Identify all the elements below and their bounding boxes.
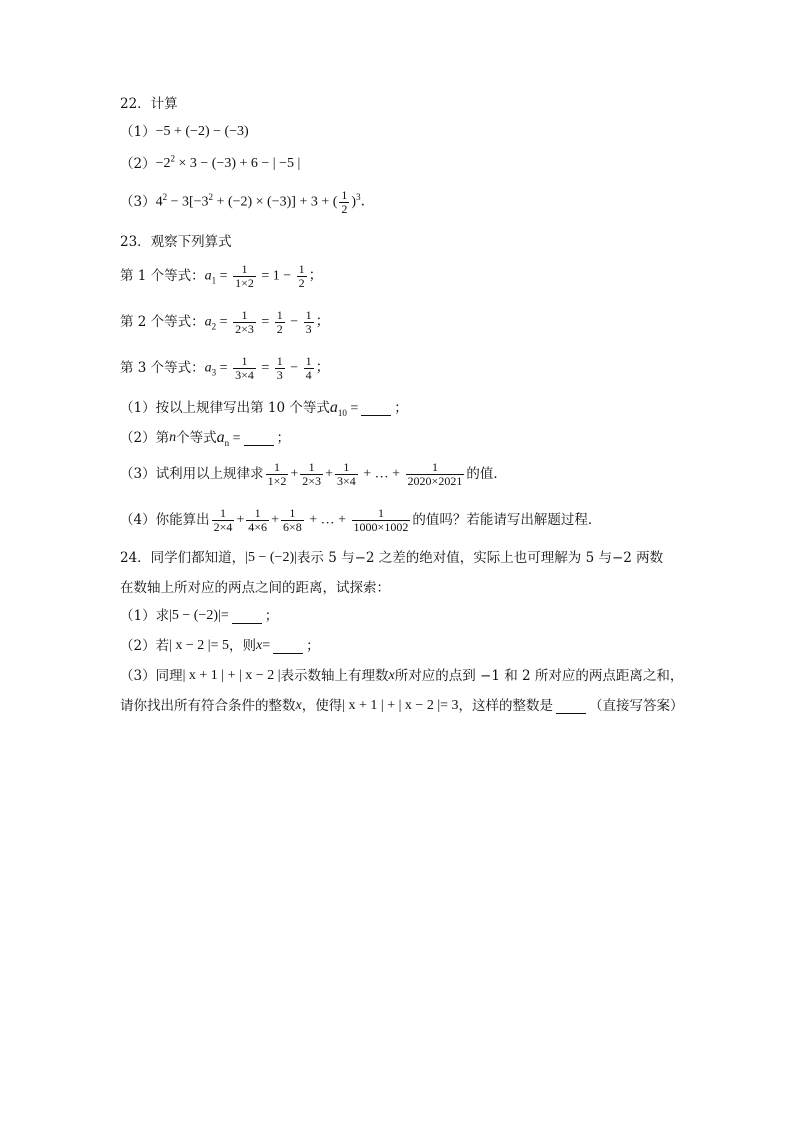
q22-p3-c: + (−2) × (−3)] + 3 + ( <box>213 194 338 210</box>
eq1-end: ； <box>308 268 323 284</box>
q22-p1-expr: −5 + (−2) − (−3) <box>155 124 249 139</box>
q24-p3-text: （3）同理 <box>120 668 183 684</box>
answer-blank[interactable] <box>556 699 586 714</box>
frac-den: 2 <box>341 201 348 216</box>
q23-eq2 <box>120 307 330 336</box>
eq3-expr <box>205 355 330 382</box>
q24-line1b: 表示 5 与−2 之差的绝对值，实际上也可理解为 5 与−2 两数 <box>296 550 664 566</box>
eq1-expr <box>205 263 323 290</box>
frac-den: 3×4 <box>336 473 356 488</box>
q22-p3-end: ． <box>360 194 375 210</box>
q24-p3b-x: x <box>295 698 302 713</box>
frac-num: 1 <box>377 505 384 520</box>
frac-num: 1 <box>343 459 350 474</box>
q23-p2-expr <box>217 426 241 451</box>
q22-part3 <box>120 187 375 216</box>
frac-num: 1 <box>254 505 261 520</box>
eq3-mid: = <box>257 360 273 376</box>
q23-p2-sub: n <box>224 437 230 448</box>
q24-p3b-text: 请你找出所有符合条件的整数 <box>120 698 296 714</box>
eq3-sub: 3 <box>211 367 217 378</box>
frac-den: 2×3 <box>235 321 254 336</box>
q24-p3-text3: 所对应的点到 −1 和 2 所对应的两点距离之和， <box>394 668 684 684</box>
q23-p4-text: （4）你能算出 <box>120 512 210 528</box>
q24-p3b-abs: | x + 1 | + | x − 2 |= 3 <box>342 698 459 713</box>
eq1-frac2 <box>297 263 307 290</box>
q24-line2-text: 在数轴上所对应的两点之间的距离，试探索： <box>120 580 390 596</box>
q22-p3-label: （3） <box>120 194 156 210</box>
frac-den: 3 <box>305 321 312 336</box>
q23-p3-series: $\frac{1}{1\times 2}$ + $\frac{1}{2\times 3}$ + $\frac{1}{3\times 4}$ + … + $\frac{1}{2020\times 2021}$ <box>267 459 463 488</box>
q22-p3-frac <box>339 189 349 216</box>
q24-p3-x: x <box>388 668 395 683</box>
eq1-var: a <box>204 268 212 284</box>
q23-part2 <box>120 426 290 450</box>
frac-num: 1 <box>431 459 438 474</box>
eq3-frac3 <box>304 355 314 382</box>
q23-p2-end: ； <box>276 430 290 446</box>
eq3-label: 第 3 个等式： <box>120 360 205 376</box>
q23-part3 <box>120 459 507 488</box>
q23-p2-text: （2）第 <box>120 430 170 446</box>
q22-title <box>120 92 178 116</box>
frac-num: 1 <box>241 261 248 276</box>
series-frac <box>266 461 289 488</box>
eq2-sub: 2 <box>211 321 217 332</box>
frac-num: 1 <box>289 505 296 520</box>
frac-num: 1 <box>241 353 248 368</box>
eq2-var: a <box>204 314 212 330</box>
q22-p1-label: （1） <box>120 124 156 140</box>
frac-den: 3 <box>276 367 283 382</box>
q23-p1-expr <box>330 396 358 421</box>
q23-p4-series: $\frac{1}{2\times 4}$ + $\frac{1}{4\times 6}$ + $\frac{1}{6\times 8}$ + … + $\frac{1}{1000\times 1002}$ <box>213 505 409 534</box>
q24-part2 <box>120 634 320 658</box>
q23-eq1 <box>120 261 323 290</box>
q24-p3-text2: 表示数轴上有理数 <box>280 668 389 684</box>
q22-p3-a-exp: 2 <box>162 191 168 202</box>
frac-den: 2 <box>298 275 305 290</box>
frac-den: 6×8 <box>282 519 302 534</box>
q24-p2-eq: = <box>262 638 271 653</box>
q23-p3-end: 的值． <box>466 466 507 482</box>
q23-eq3 <box>120 353 330 382</box>
frac-num: 1 <box>276 307 283 322</box>
q23-p1-sub: 10 <box>337 407 347 418</box>
q24-p2-mid: ，则 <box>229 638 256 654</box>
eq2-mid: = <box>257 314 273 330</box>
q22-part2 <box>120 152 300 176</box>
q23-title <box>120 230 232 254</box>
q23-p2-eq: = <box>229 430 241 446</box>
eq3-frac1 <box>233 355 256 382</box>
q24-p2-text: （2）若 <box>120 638 170 654</box>
frac-den: 2×4 <box>213 519 233 534</box>
frac-num: 1 <box>219 505 226 520</box>
frac-num: 1 <box>276 353 283 368</box>
series-frac <box>335 461 358 488</box>
q24-p2-abs: | x − 2 |= 5 <box>169 638 229 653</box>
frac-den: 4 <box>305 367 312 382</box>
q24-line1 <box>120 546 663 570</box>
q22-p2-label: （2） <box>120 156 156 172</box>
series-frac <box>352 507 411 534</box>
q24-p3b-text2: ，使得 <box>301 698 343 714</box>
frac-den: 4×6 <box>248 519 268 534</box>
q23-p1-eq: = <box>346 400 359 416</box>
frac-den: 1×2 <box>267 473 287 488</box>
eq3-end: ； <box>315 360 330 376</box>
frac-num: 1 <box>305 353 312 368</box>
q23-p1-text: （1）按以上规律写出第 10 个等式 <box>120 400 330 416</box>
frac-num: 1 <box>241 307 248 322</box>
answer-blank[interactable] <box>361 401 391 416</box>
frac-den: 2×3 <box>302 473 322 488</box>
frac-den: 3×4 <box>235 367 254 382</box>
series-frac <box>300 461 323 488</box>
eq1-label: 第 1 个等式： <box>120 268 205 284</box>
series-frac <box>281 507 304 534</box>
q22-p2-expr-b: × 3 − (−3) + 6 − | −5 | <box>175 156 301 171</box>
q24-p2-end: ； <box>306 638 320 654</box>
eq2-frac2 <box>275 309 285 336</box>
eq2-minus: − <box>286 314 302 330</box>
q24-part3 <box>120 664 683 688</box>
eq2-eq: = <box>216 314 232 330</box>
series-frac <box>212 507 235 534</box>
q22-title-text: 22．计算 <box>120 96 178 112</box>
frac-num: 1 <box>298 261 305 276</box>
q23-part4 <box>120 505 602 534</box>
eq2-frac3 <box>304 309 314 336</box>
eq2-label: 第 2 个等式： <box>120 314 205 330</box>
q24-abs1: |5 − (−2)| <box>245 550 297 565</box>
frac-num: 1 <box>273 459 280 474</box>
q22-p2-expr-a: −2 <box>155 156 171 171</box>
q24-p2-x: x <box>256 638 263 653</box>
q22-p3-b: − 3[−3 <box>167 194 209 210</box>
frac-num: 1 <box>305 307 312 322</box>
q23-p2-text2: 个等式 <box>176 430 217 446</box>
eq3-minus: − <box>286 360 302 376</box>
frac-den: 1000×1002 <box>353 519 409 534</box>
eq1-sub: 1 <box>211 275 217 286</box>
q22-p3-b-exp: 2 <box>208 191 214 202</box>
series-frac <box>246 507 269 534</box>
frac-den: 1×2 <box>235 275 254 290</box>
frac-num: 1 <box>308 459 315 474</box>
eq1-frac1 <box>233 263 256 290</box>
q22-p3-a: 4 <box>155 194 163 210</box>
q23-part1 <box>120 396 408 420</box>
q22-p2-exp: 2 <box>170 153 175 164</box>
frac-num: 1 <box>341 187 348 202</box>
eq2-expr <box>205 309 330 336</box>
frac-den: 2020×2021 <box>407 473 463 488</box>
q23-p4-end: 的值吗？若能请写出解题过程． <box>412 512 602 528</box>
eq3-eq: = <box>216 360 232 376</box>
q22-p2-expr <box>156 152 301 176</box>
q24-p3b-text3: ，这样的整数是 <box>458 698 554 714</box>
answer-blank[interactable] <box>232 609 262 624</box>
eq1-eq: = <box>216 268 232 284</box>
series-dots: + … + <box>305 512 350 528</box>
q23-p1-end: ； <box>394 400 408 416</box>
q24-p1-text: （1）求 <box>120 608 170 624</box>
q22-p3-d-exp: 3 <box>356 191 361 202</box>
q24-part3-cont <box>120 694 684 718</box>
q24-line1a: 24．同学们都知道， <box>120 550 246 566</box>
q24-p1-abs: |5 − (−2)|= <box>169 608 229 623</box>
q24-p3b-end: （直接写答案） <box>589 698 684 714</box>
eq3-frac2 <box>275 355 285 382</box>
eq2-end: ； <box>315 314 330 330</box>
q23-p2-n: n <box>169 430 177 445</box>
q22-p3-expr <box>156 189 375 216</box>
q23-p2-var: a <box>216 428 225 446</box>
q22-p3-d: ) <box>351 194 357 210</box>
q23-p3-text: （3）试利用以上规律求 <box>120 466 264 482</box>
q24-p1-end: ； <box>264 608 279 624</box>
eq1-mid: = 1 − <box>257 268 295 284</box>
frac-den: 2 <box>276 321 283 336</box>
eq2-frac1 <box>233 309 256 336</box>
q24-part1 <box>120 604 278 628</box>
q24-p3-abs: | x + 1 | + | x − 2 | <box>182 668 281 683</box>
q22-part1 <box>120 120 249 144</box>
q23-p1-var: a <box>329 398 338 416</box>
answer-blank[interactable] <box>273 639 303 654</box>
series-dots: + … + <box>359 466 404 482</box>
series-frac <box>406 461 465 488</box>
eq3-var: a <box>204 360 212 376</box>
q24-line2 <box>120 576 390 600</box>
q23-title-text: 23．观察下列算式 <box>120 234 232 250</box>
answer-blank[interactable] <box>244 431 274 446</box>
